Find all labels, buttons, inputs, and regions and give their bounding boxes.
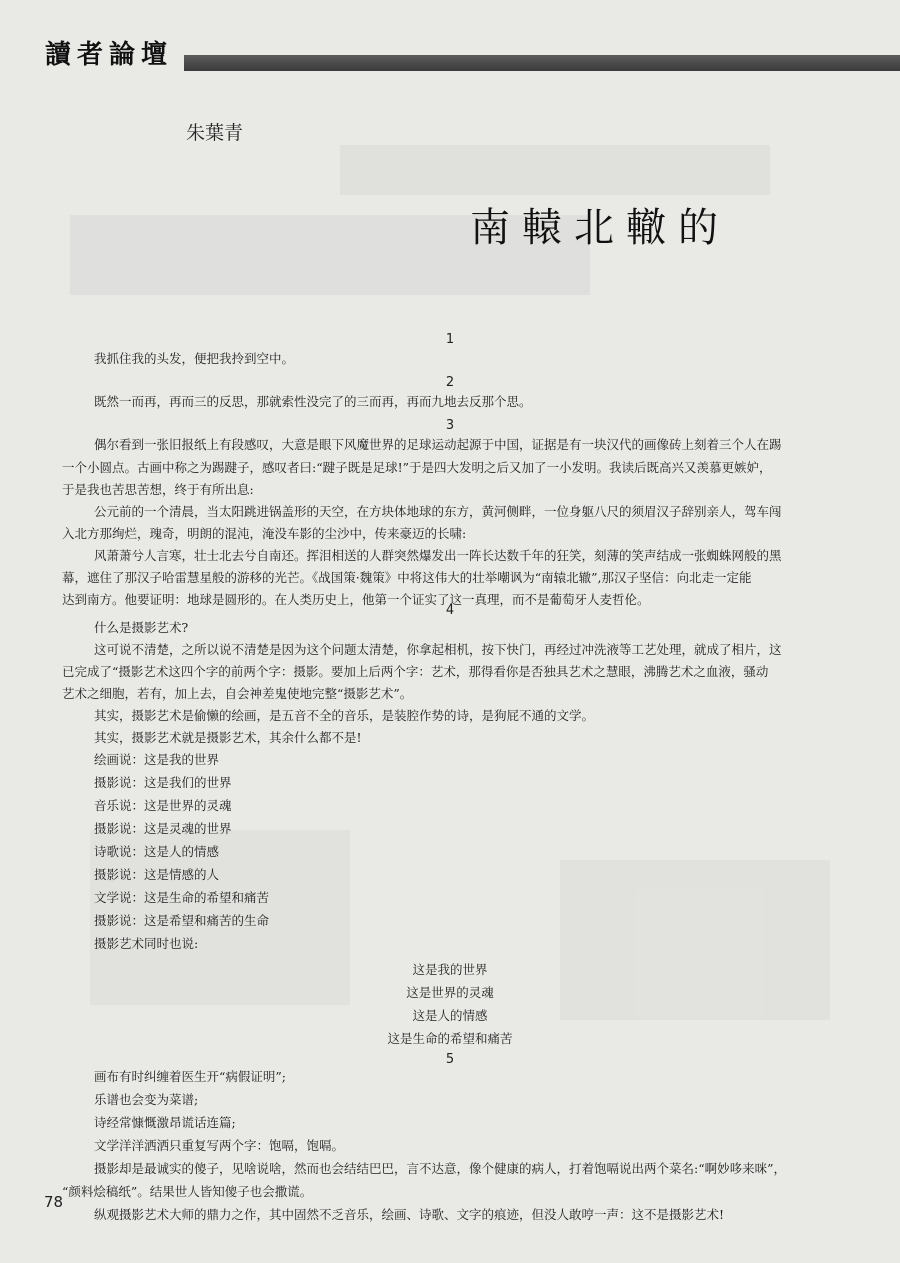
paragraph-line: 艺术之细胞，若有，加上去，自会神差鬼使地完整“摄影艺术”。	[62, 686, 413, 701]
paragraph-line: 我抓住我的头发，便把我拎到空中。	[94, 351, 295, 366]
column-label: 讀者論壇	[45, 40, 174, 70]
poem-line: 这是生命的希望和痛苦	[387, 1031, 513, 1046]
paragraph-line: 公元前的一个清晨，当太阳跳进锅盖形的天空，在方块体地球的东方，黄河侧畔，一位身躯八尺的须眉汉子辞别亲人，驾车闯	[94, 504, 782, 519]
paragraph-line: 已完成了“摄影艺术这四个字的前两个字：摄影。要加上后两个字：艺术，那得看你是否独具艺术之慧眼，沸腾艺术之血液，骚动	[62, 664, 769, 679]
dialogue-line: 文学说：这是生命的希望和痛苦	[94, 890, 270, 905]
section-number: 2	[445, 375, 455, 390]
page-number: 78	[44, 1193, 64, 1211]
article-title: 南轅北轍的	[470, 205, 730, 251]
poem-line: 这是人的情感	[412, 1008, 488, 1023]
dialogue-line: 音乐说：这是世界的灵魂	[94, 798, 232, 813]
header-bar	[184, 55, 900, 71]
dialogue-line: 诗歌说：这是人的情感	[94, 844, 220, 859]
paragraph-line: 诗经常慷慨激昂谎话连篇;	[94, 1115, 236, 1130]
dialogue-line: 摄影说：这是情感的人	[94, 867, 220, 882]
paragraph-line: 纵观摄影艺术大师的鼎力之作，其中固然不乏音乐，绘画、诗歌、文字的痕迹，但没人敢哼一声：这不是摄影艺术!	[94, 1207, 725, 1222]
paragraph-line: 幕，遮住了那汉子哈雷慧星般的游移的光芒。《战国策·魏策》中将这伟大的壮举嘲讽为“南辕北辙”,那汉子坚信：向北走一定能	[62, 570, 752, 585]
poem-line: 这是我的世界	[412, 962, 488, 977]
paragraph-line: 既然一而再，再而三的反思，那就索性没完了的三而再，再而九地去反那个思。	[94, 394, 532, 409]
paragraph-line: 这可说不清楚，之所以说不清楚是因为这个问题太清楚，你拿起相机，按下快门，再经过冲洗液等工艺处理，就成了相片，这	[94, 642, 782, 657]
author-name: 朱葉青	[186, 122, 244, 144]
paragraph-line: 于是我也苦思苦想，终于有所出息:	[62, 482, 254, 497]
dialogue-line: 绘画说：这是我的世界	[94, 752, 220, 767]
paragraph-line: 画布有时纠缠着医生开“病假证明”;	[94, 1069, 286, 1084]
dialogue-line: 摄影说：这是我们的世界	[94, 775, 232, 790]
paragraph-line: 乐谱也会变为菜谱;	[94, 1092, 199, 1107]
section-number: 5	[445, 1052, 455, 1067]
show-through-shadow-2	[340, 145, 770, 195]
dialogue-line: 摄影说：这是希望和痛苦的生命	[94, 913, 270, 928]
paragraph-line: 其实，摄影艺术是偷懒的绘画，是五音不全的音乐，是装腔作势的诗，是狗屁不通的文学。	[94, 708, 595, 723]
paragraph-line: 入北方那绚烂，瑰奇，明朗的混沌，淹没车影的尘沙中，传来豪迈的长啸:	[62, 526, 467, 541]
paragraph-line: 其实，摄影艺术就是摄影艺术，其余什么都不是!	[94, 730, 362, 745]
section-number: 4	[445, 603, 455, 618]
paragraph-line: 偶尔看到一张旧报纸上有段感叹，大意是眼下风魔世界的足球运动起源于中国，证据是有一块汉代的画像砖上刻着三个人在踢	[94, 437, 782, 452]
section-number: 1	[445, 332, 455, 347]
paragraph-line: 什么是摄影艺术?	[94, 620, 189, 635]
section-number: 3	[445, 418, 455, 433]
dialogue-line: 摄影说：这是灵魂的世界	[94, 821, 232, 836]
paragraph-line: “颜料烩稿纸”。结果世人皆知傻子也会撒谎。	[62, 1184, 313, 1199]
paragraph-line: 一个小圆点。古画中称之为踢踺子，感叹者曰:“踺子既是足球!”于是四大发明之后又加了一小发明。我读后既高兴又羡慕更嫉妒，	[62, 460, 772, 475]
paragraph-line: 摄影却是最诚实的傻子，见啥说啥，然而也会结结巴巴，言不达意，像个健康的病人，打着饱嗝说出两个菜名:“啊妙哆来咪”，	[94, 1161, 786, 1176]
paragraph-line: 风萧萧兮人言寒，壮士北去兮自南还。挥泪相送的人群突然爆发出一阵长达数千年的狂笑，刻薄的笑声结成一张蜘蛛网般的黑	[94, 548, 782, 563]
poem-line: 这是世界的灵魂	[406, 985, 494, 1000]
dialogue-line: 摄影艺术同时也说:	[94, 936, 199, 951]
paragraph-line: 文学洋洋洒洒只重复写两个字：饱嗝，饱嗝。	[94, 1138, 345, 1153]
paragraph-line: 达到南方。他要证明：地球是圆形的。在人类历史上，他第一个证实了这一真理，而不是葡萄牙人麦哲伦。	[62, 592, 650, 607]
